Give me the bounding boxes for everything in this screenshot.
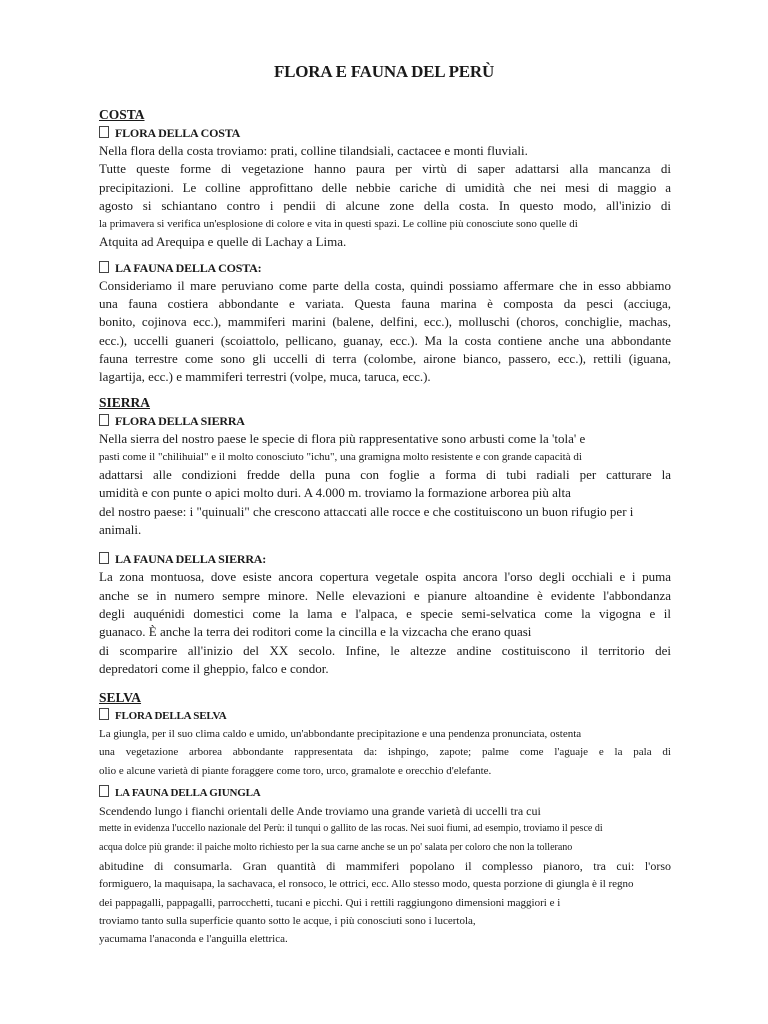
subheading-flora-costa: FLORA DELLA COSTA [99, 124, 671, 142]
paragraph-line: Nella sierra del nostro paese le specie di flora più rappresentative sono arbusti come la 'tola' e [99, 430, 586, 446]
paragraph-line: una fauna costiera abbondante e variata. Questa fauna marina è composta da pesci (acciuga, [99, 296, 671, 312]
paragraph-line: lagartija, ecc.) e mammiferi terrestri (volpe, muca, taruca, ecc.). [99, 369, 431, 385]
subheading-flora-sierra: FLORA DELLA SIERRA [99, 412, 671, 430]
paragraph-line: olio e alcune varietà di piante foraggere come toro, urco, gramalote e orecchio d'elefante. [99, 764, 492, 777]
checkbox-bullet-icon [99, 261, 109, 273]
paragraph-line: acqua dolce più grande: il paiche molto richiesto per la sua carne anche se un po' salata per coloro che non la tollerano [99, 841, 573, 853]
section-heading-selva: SELVA [99, 690, 142, 706]
paragraph-line: La giungla, per il suo clima caldo e umido, un'abbondante precipitazione e una pendenza pronunciata, ostenta [99, 728, 582, 741]
paragraph-line: anche se in numero sempre minore. Nelle elevazioni e pianure altoandine è evidente l'abbondanza [99, 587, 671, 603]
paragraph-line: La zona montuosa, dove esiste ancora copertura vegetale ospita ancora l'orso degli occhiali e i puma [99, 569, 671, 585]
document-body [99, 106, 671, 948]
paragraph-line: del nostro paese: i "quinuali" che crescono attaccati alle rocce e che costituiscono un buon rifugio per i [99, 503, 634, 519]
checkbox-bullet-icon [99, 414, 109, 426]
paragraph-line: formiguero, la maquisapa, la sachavaca, el ronsoco, le ottrici, ecc. Allo stesso modo, questa porzione di giungla è il regno [99, 878, 634, 891]
paragraph-line: dei pappagalli, pappagalli, parrocchetti, tucani e picchi. Qui i rettili raggiungono dimensioni maggiori e i [99, 896, 561, 909]
document-title: FLORA E FAUNA DEL PERÙ [273, 62, 495, 81]
checkbox-bullet-icon [99, 785, 109, 797]
paragraph-line: bonito, cojinova ecc.), mammiferi marini (balene, delfini, ecc.), molluschi (choros, conchiglie, machas, [99, 314, 671, 330]
checkbox-bullet-icon [99, 126, 109, 138]
paragraph-line: Nella flora della costa troviamo: prati, colline tilandsiali, cactacee e monti fluviali. [99, 143, 528, 158]
checkbox-bullet-icon [99, 552, 109, 564]
paragraph-line: adattarsi alle condizioni fredde della puna con foglie a forma di tubi radiali per catturare la [99, 467, 671, 483]
paragraph-line: abitudine di consumarla. Gran quantità di mammiferi popolano il complesso pianoro, tra cui: l'orso [99, 858, 671, 873]
paragraph-line: di scomparire all'inizio del XX secolo. Infine, le altezze andine costituiscono il territorio dei [99, 642, 671, 658]
subheading-fauna-sierra: LA FAUNA DELLA SIERRA: [99, 550, 671, 568]
section-heading-sierra: SIERRA [99, 394, 151, 410]
paragraph-line: mette in evidenza l'uccello nazionale del Perù: il tunqui o gallito de las rocas. Nei suoi fiumi, ad esempio, troviamo il pesce di [99, 823, 603, 835]
subheading-fauna-costa: LA FAUNA DELLA COSTA: [99, 259, 671, 277]
paragraph-line: la primavera si verifica un'esplosione di colore e vita in questi spazi. Le colline più conosciute sono quelle di [99, 218, 578, 231]
paragraph-line: yacumama l'anaconda e l'anguilla elettrica. [99, 933, 288, 946]
subheading-flora-selva: FLORA DELLA SELVA [99, 707, 671, 725]
paragraph-line: Scendendo lungo i fianchi orientali delle Ande troviamo una grande varietà di uccelli tra cui [99, 804, 541, 819]
paragraph-line: depredatori come il gheppio, falco e condor. [99, 660, 329, 676]
paragraph-line: agosto si schiantano contro i pendii di alcune zone della costa. In questo modo, all'inizio di [99, 197, 671, 213]
paragraph-line: Atquita ad Arequipa e quelle di Lachay a Lima. [99, 234, 347, 250]
paragraph-line: fauna terrestre come sono gli uccelli di terra (colombe, airone bianco, passero, ecc.), rettili (iguana, [99, 350, 671, 366]
paragraph-line: Consideriamo il mare peruviano come parte della costa, quindi possiamo affermare che in esso abbiamo [99, 277, 671, 293]
paragraph-line: pasti come il "chilihuial" e il molto conosciuto "ichu", una gramigna molto resistente e con grande capacità di [99, 450, 582, 463]
paragraph-line: una vegetazione arborea abbondante rappresentata da: ishpingo, zapote; palme come l'aguaje e la pala di [99, 746, 671, 759]
paragraph-line: umidità e con punte o apici molto duri. A 4.000 m. troviamo la formazione arborea più alta [99, 485, 571, 501]
paragraph-line: troviamo tanto sulla superficie quanto sotto le acque, i più conosciuti sono i lucertola, [99, 914, 476, 927]
checkbox-bullet-icon [99, 708, 109, 720]
section-heading-costa: COSTA [99, 107, 145, 122]
paragraph-line: precipitazioni. Le colline approfittano delle nebbie cariche di umidità che nei mesi di maggio a [99, 179, 671, 195]
paragraph-line: Tutte queste forme di vegetazione hanno paura per virtù di saper adattarsi alla mancanza di [99, 161, 671, 177]
paragraph-line: ecc.), uccelli guaneri (scoiattolo, pellicano, guanay, ecc.). Ma la costa contiene anche una abbondante [99, 332, 671, 348]
paragraph-line: degli auquénidi domestici come la lama e l'alpaca, e specie semi-selvatica come la vigogna e il [99, 605, 671, 621]
subheading-fauna-selva: LA FAUNA DELLA GIUNGLA [99, 784, 671, 802]
paragraph-line: animali. [99, 522, 142, 538]
paragraph-line: guanaco. È anche la terra dei roditori come la cincilla e la vizcacha che erano quasi [99, 624, 532, 640]
